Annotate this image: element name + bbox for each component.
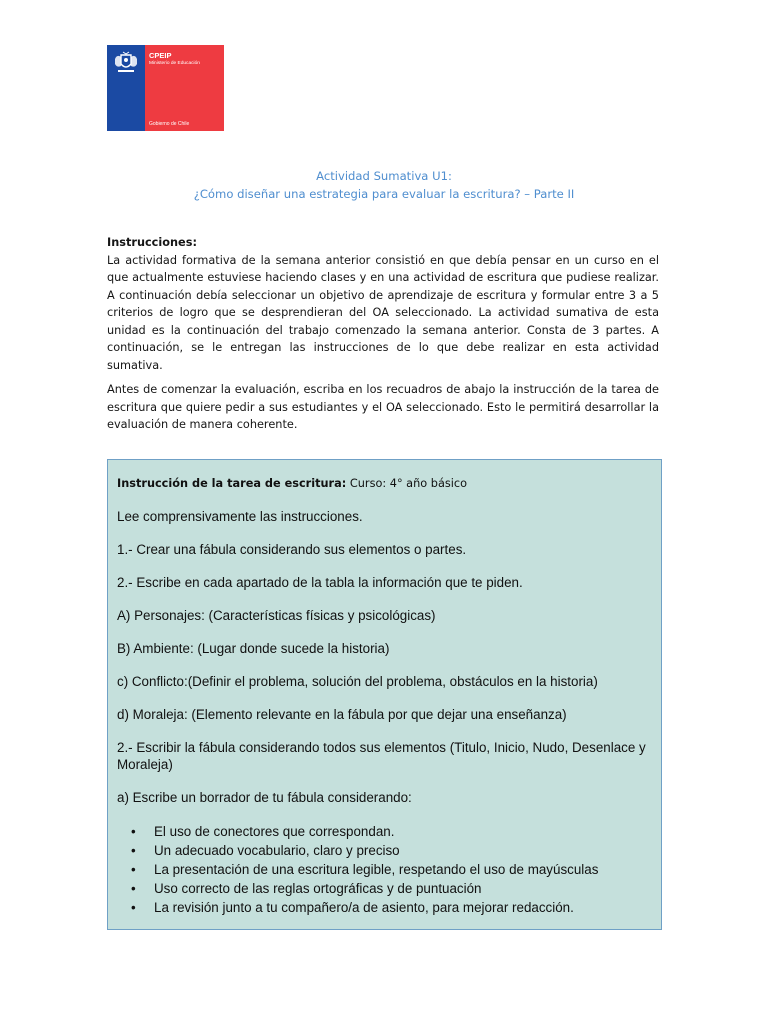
task-item: Lee comprensivamente las instrucciones. <box>117 509 363 524</box>
instructions-section <box>107 234 659 374</box>
task-box-header <box>117 476 652 492</box>
bullet-item <box>131 841 652 860</box>
bullet-text: La presentación de una escritura legible, respetando el uso de mayúsculas <box>154 862 599 877</box>
task-box-label: Instrucción de la tarea de escritura: <box>117 477 347 490</box>
bullet-item <box>131 860 652 879</box>
bullet-text: Un adecuado vocabulario, claro y preciso <box>154 843 400 858</box>
logo-emblem <box>107 45 145 131</box>
task-item: c) Conflicto:(Definir el problema, solución del problema, obstáculos en la historia) <box>117 674 598 689</box>
task-instruction-box <box>107 459 662 930</box>
bullet-icon: • <box>131 881 136 896</box>
bullet-text: La revisión junto a tu compañero/a de asiento, para mejorar redacción. <box>154 900 574 915</box>
logo-name: CPEIP <box>149 51 172 60</box>
task-item: 2.- Escribe en cada apartado de la tabla la información que te piden. <box>117 575 523 590</box>
document-title <box>0 167 768 203</box>
chile-coat-of-arms-icon <box>112 51 140 75</box>
criteria-bullet-list <box>117 822 652 917</box>
bullet-icon: • <box>131 900 136 915</box>
instructions-heading: Instrucciones: <box>107 236 197 249</box>
bullet-text: El uso de conectores que correspondan. <box>154 824 395 839</box>
bullet-text: Uso correcto de las reglas ortográficas y de puntuación <box>154 881 482 896</box>
bullet-item <box>131 879 652 898</box>
instructions-paragraph-2: Antes de comenzar la evaluación, escriba en los recuadros de abajo la instrucción de la tarea de escritura que quiere pedir a sus estudiantes y el OA seleccionado. Esto le permitirá desarrollar la evaluación de manera coherente. <box>107 383 659 431</box>
task-item: a) Escribe un borrador de tu fábula considerando: <box>117 790 412 805</box>
task-item: A) Personajes: (Características físicas y psicológicas) <box>117 608 436 623</box>
task-box-course: Curso: 4° año básico <box>346 477 468 490</box>
title-line-1: Actividad Sumativa U1: <box>316 169 452 183</box>
instructions-paragraph-1: La actividad formativa de la semana anterior consistió en que debía pensar en un curso en el que actualmente estuviese haciendo clases y en una actividad de escritura que pudiese realizar. A continuación debía seleccionar un objetivo de aprendizaje de escritura y formular entre 3 a 5 criterios de logro que se desprendieran del OA seleccionado. La actividad sumativa de esta unidad es la continuación del trabajo comenzado la semana anterior. Consta de 3 partes. A continuación, se le entregan las instrucciones de lo que debe realizar en esta actividad sumativa. <box>107 253 659 372</box>
task-item: 1.- Crear una fábula considerando sus elementos o partes. <box>117 542 467 557</box>
logo-ministry: Ministerio de Educación <box>149 61 200 66</box>
bullet-item <box>131 822 652 841</box>
bullet-item <box>131 898 652 917</box>
title-line-2: ¿Cómo diseñar una estrategia para evaluar la escritura? – Parte II <box>193 187 575 201</box>
logo-government: Gobierno de Chile <box>149 121 190 127</box>
bullet-icon: • <box>131 862 136 877</box>
logo-text-panel <box>145 45 224 131</box>
task-item: 2.- Escribir la fábula considerando todos sus elementos (Titulo, Inicio, Nudo, Desenlace y Moraleja) <box>117 740 646 772</box>
bullet-icon: • <box>131 824 136 839</box>
task-item: d) Moraleja: (Elemento relevante en la fábula por que dejar una enseñanza) <box>117 707 567 722</box>
task-item: B) Ambiente: (Lugar donde sucede la historia) <box>117 641 390 656</box>
cpeip-logo <box>107 45 224 131</box>
bullet-icon: • <box>131 843 136 858</box>
